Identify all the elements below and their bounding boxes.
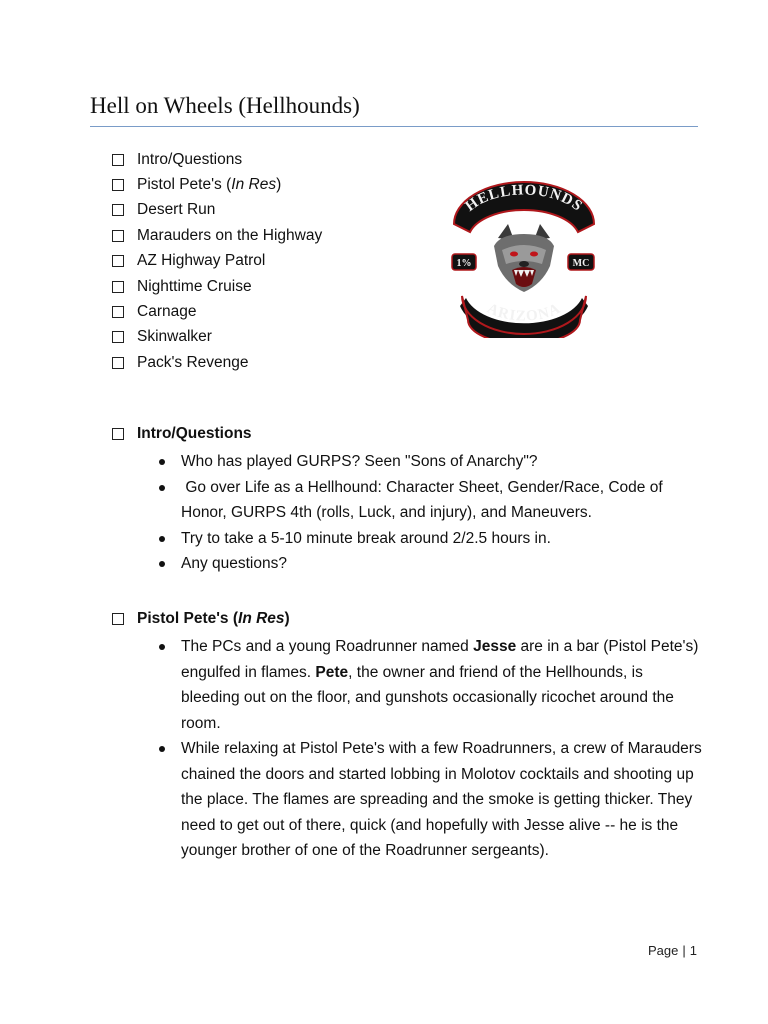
list-item: Try to take a 5-10 minute break around 2/2.5 hours in.: [181, 526, 702, 552]
bottom-rocker-text: ARIZONA: [484, 300, 564, 325]
list-item: Who has played GURPS? Seen "Sons of Anarchy"?: [181, 449, 702, 475]
toc-item: Carnage: [112, 299, 322, 324]
hellhounds-logo: [450, 180, 598, 338]
checkbox-icon[interactable]: [112, 154, 124, 166]
pistol-petes-bullets: [112, 634, 702, 864]
section-heading: Intro/Questions: [112, 423, 702, 445]
page-number-footer: Page | 1: [648, 943, 697, 958]
checkbox-icon[interactable]: [112, 230, 124, 242]
pistol-petes-section: [112, 608, 702, 864]
checkbox-icon[interactable]: [112, 357, 124, 369]
intro-bullets: [112, 449, 702, 577]
toc-item: Intro/Questions: [112, 147, 322, 172]
document-title: Hell on Wheels (Hellhounds): [90, 93, 360, 118]
checkbox-icon[interactable]: [112, 281, 124, 293]
checkbox-icon[interactable]: [112, 306, 124, 318]
checkbox-icon[interactable]: [112, 331, 124, 343]
toc-item: AZ Highway Patrol: [112, 249, 322, 274]
section-heading: Pistol Pete's ( In Res ): [112, 608, 702, 630]
toc-item: Marauders on the Highway: [112, 223, 322, 248]
list-item: While relaxing at Pistol Pete's with a few Roadrunners, a crew of Marauders chained the doors and started lobbing in Molotov cocktails and shooting up the place. The flames are spreading and the smoke is getting thicker. They need to get out of there, quick (and hopefully with Jesse alive -- he is the younger brother of one of the Roadrunner sergeants).: [181, 736, 702, 864]
top-rocker-text: HELLHOUNDS: [462, 182, 586, 215]
checkbox-icon[interactable]: [112, 179, 124, 191]
checkbox-icon[interactable]: [112, 613, 124, 625]
checkbox-icon[interactable]: [112, 255, 124, 267]
mc-patch: [568, 254, 594, 270]
toc-item: Skinwalker: [112, 325, 322, 350]
toc-item: Desert Run: [112, 198, 322, 223]
toc-item: Nighttime Cruise: [112, 274, 322, 299]
list-item: The PCs and a young Roadrunner named Jesse are in a bar (Pistol Pete's) engulfed in flames. Pete, the owner and friend of the Hellhounds, is bleeding out on the floor, and gunshots occasionally ricochet around the room.: [181, 634, 702, 736]
toc-item: Pack's Revenge: [112, 350, 322, 375]
wolf-head-icon: [494, 224, 554, 292]
one-percent-patch: [452, 254, 476, 270]
intro-section: [112, 423, 702, 577]
checkbox-icon[interactable]: [112, 428, 124, 440]
svg-text:1%: 1%: [456, 258, 472, 269]
toc-item: Pistol Pete's ( In Res ): [112, 172, 322, 197]
title-underline: [90, 126, 698, 127]
svg-text:MC: MC: [572, 258, 590, 269]
list-item: Go over Life as a Hellhound: Character Sheet, Gender/Race, Code of Honor, GURPS 4th (rolls, Luck, and injury), and Maneuvers.: [181, 475, 702, 526]
list-item: Any questions?: [181, 551, 702, 577]
table-of-contents: [112, 147, 322, 376]
checkbox-icon[interactable]: [112, 204, 124, 216]
